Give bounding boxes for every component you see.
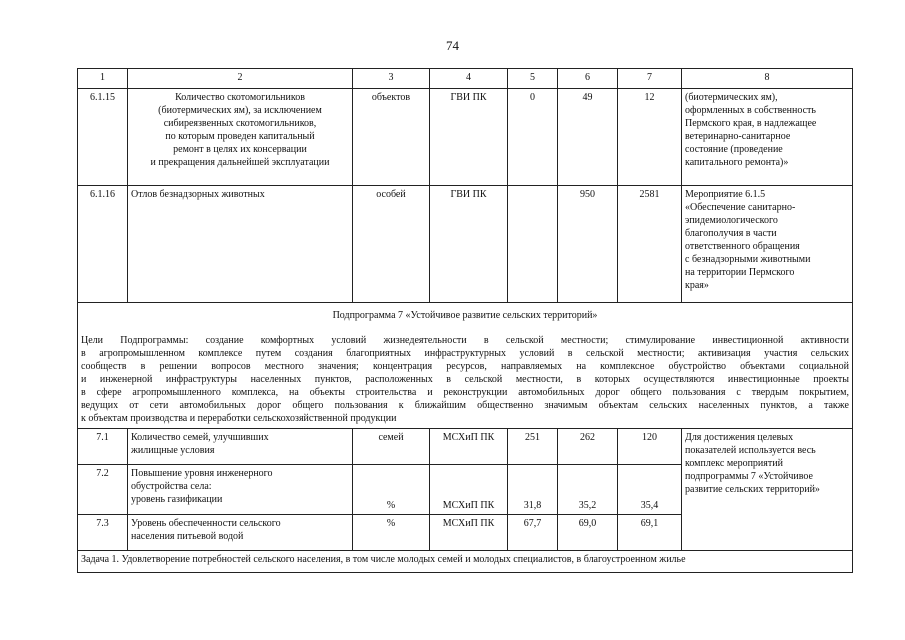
value-col5: 0 bbox=[508, 89, 558, 186]
value-col7: 69,1 bbox=[618, 515, 682, 551]
note-line: эпидемиологического bbox=[685, 215, 778, 226]
goals-line: сообществ в решении вопросов местного значения; концентрация ресурсов, направляемых на комплексное обустройство объектами социальной bbox=[81, 361, 849, 372]
goals-line: Цели Подпрограммы: создание комфортных условий жизнедеятельности в сельской местности; стимулирование инвестиционной активности bbox=[81, 335, 849, 346]
note-line: подпрограммы 7 «Устойчивое bbox=[685, 471, 813, 482]
subprogram-block bbox=[78, 303, 853, 429]
goals-line: и инженерной инфраструктуры населенных пунктов, расположенных в сельской местности, в которых осуществляются инвестиционные проекты bbox=[81, 374, 849, 385]
value-col6: 262 bbox=[558, 429, 618, 465]
indicator-name-line: Уровень обеспеченности сельского bbox=[131, 518, 281, 529]
table-row-7-1 bbox=[78, 429, 853, 465]
goals-line: в агропромышленном комплексе путем создания благоприятных инфраструктурных условий в сельской местности; активизация участия сельских bbox=[81, 348, 849, 359]
column-header-6: 6 bbox=[558, 69, 618, 89]
note-line: Пермского края, в надлежащее bbox=[685, 118, 817, 129]
row-number: 6.1.16 bbox=[78, 186, 128, 303]
responsible-org: МСХиП ПК bbox=[430, 429, 508, 465]
goals-line: в сфере агропромышленного комплекса, на объекты строительства и реконструкции автомобильных дорог общего пользования с твердым покрытием, bbox=[81, 387, 849, 398]
indicator-name-line: населения питьевой водой bbox=[131, 531, 244, 542]
note-line: на территории Пермского bbox=[685, 267, 795, 278]
indicator-name-line: Количество скотомогильников bbox=[175, 92, 305, 103]
row-number: 6.1.15 bbox=[78, 89, 128, 186]
value-col5: 67,7 bbox=[508, 515, 558, 551]
row-number: 7.1 bbox=[78, 429, 128, 465]
goals-line: ведущих от сети автомобильных дорог общего пользования к ближайшим общественно значимым объектам сельских населенных пунктов, а также bbox=[81, 400, 849, 411]
note-line: «Обеспечение санитарно- bbox=[685, 202, 796, 213]
responsible-org: МСХиП ПК bbox=[430, 515, 508, 551]
note-line: оформленных в собственность bbox=[685, 105, 816, 116]
responsible-org: МСХиП ПК bbox=[430, 465, 508, 515]
responsible-org: ГВИ ПК bbox=[430, 89, 508, 186]
column-header-4: 4 bbox=[430, 69, 508, 89]
value-col7: 12 bbox=[618, 89, 682, 186]
value-col7: 35,4 bbox=[618, 465, 682, 515]
note-line: состояние (проведение bbox=[685, 144, 783, 155]
indicator-name bbox=[128, 89, 353, 186]
note-line: Для достижения целевых bbox=[685, 432, 794, 443]
indicators-table bbox=[77, 68, 853, 573]
indicator-name-line: уровень газификации bbox=[131, 494, 223, 505]
indicator-name-line: сибиреязвенных скотомогильников, bbox=[163, 118, 317, 129]
indicator-name-line: обустройства села: bbox=[131, 481, 212, 492]
note-line: ветеринарно-санитарное bbox=[685, 131, 791, 142]
value-col7: 120 bbox=[618, 429, 682, 465]
note-line: благополучия в части bbox=[685, 228, 777, 239]
note-line: края» bbox=[685, 280, 709, 291]
indicator-name bbox=[128, 186, 353, 303]
note-line: Мероприятие 6.1.5 bbox=[685, 189, 766, 200]
value-col6: 69,0 bbox=[558, 515, 618, 551]
row-number: 7.3 bbox=[78, 515, 128, 551]
note-line: показателей используется весь bbox=[685, 445, 816, 456]
activity-note bbox=[682, 89, 853, 186]
column-header-8: 8 bbox=[682, 69, 853, 89]
indicator-name-line: жилищные условия bbox=[131, 445, 215, 456]
value-col5 bbox=[508, 186, 558, 303]
indicator-name-line: и прекращения дальнейшей эксплуатации bbox=[150, 157, 330, 168]
note-line: (биотермических ям), bbox=[685, 92, 778, 103]
value-col6: 35,2 bbox=[558, 465, 618, 515]
task-row bbox=[78, 551, 853, 573]
unit: особей bbox=[353, 186, 430, 303]
subprogram-title: Подпрограмма 7 «Устойчивое развитие сельских территорий» bbox=[332, 310, 598, 321]
note-line: развитие сельских территорий» bbox=[685, 484, 820, 495]
note-line: комплекс мероприятий bbox=[685, 458, 783, 469]
unit: объектов bbox=[353, 89, 430, 186]
note-line: ответственного обращения bbox=[685, 241, 800, 252]
unit: % bbox=[353, 465, 430, 515]
indicator-name-line: (биотермических ям), за исключением bbox=[158, 105, 322, 116]
value-col7: 2581 bbox=[618, 186, 682, 303]
note-line: с безнадзорными животными bbox=[685, 254, 811, 265]
subprogram-cell bbox=[78, 303, 853, 429]
table-row-6-1-16 bbox=[78, 186, 853, 303]
indicator-name-line: ремонт в целях их консервации bbox=[173, 144, 307, 155]
unit: семей bbox=[353, 429, 430, 465]
indicator-name bbox=[128, 465, 353, 515]
responsible-org: ГВИ ПК bbox=[430, 186, 508, 303]
indicator-name bbox=[128, 429, 353, 465]
indicator-name-line: Количество семей, улучшивших bbox=[131, 432, 269, 443]
column-header-7: 7 bbox=[618, 69, 682, 89]
column-header-3: 3 bbox=[353, 69, 430, 89]
note-line: капитального ремонта)» bbox=[685, 157, 789, 168]
column-header-2: 2 bbox=[128, 69, 353, 89]
value-col5: 251 bbox=[508, 429, 558, 465]
indicator-name-line: по которым проведен капитальный bbox=[165, 131, 315, 142]
column-header-1: 1 bbox=[78, 69, 128, 89]
indicator-name-line: Отлов безнадзорных животных bbox=[131, 189, 265, 200]
task-text: Задача 1. Удовлетворение потребностей сельского населения, в том числе молодых семей и молодых специалистов, в благоустроенном жилье bbox=[78, 551, 853, 573]
table-row-6-1-15 bbox=[78, 89, 853, 186]
goals-line: к объектам производства и переработки сельскохозяйственной продукции bbox=[81, 413, 397, 424]
value-col5: 31,8 bbox=[508, 465, 558, 515]
value-col6: 49 bbox=[558, 89, 618, 186]
value-col6: 950 bbox=[558, 186, 618, 303]
indicator-name-line: Повышение уровня инженерного bbox=[131, 468, 273, 479]
activity-note bbox=[682, 186, 853, 303]
indicator-name bbox=[128, 515, 353, 551]
column-header-5: 5 bbox=[508, 69, 558, 89]
page-number: 74 bbox=[446, 38, 459, 53]
column-number-row bbox=[78, 69, 853, 89]
activity-note-7 bbox=[682, 429, 853, 551]
row-number: 7.2 bbox=[78, 465, 128, 515]
unit: % bbox=[353, 515, 430, 551]
subprogram-goals bbox=[78, 330, 852, 428]
